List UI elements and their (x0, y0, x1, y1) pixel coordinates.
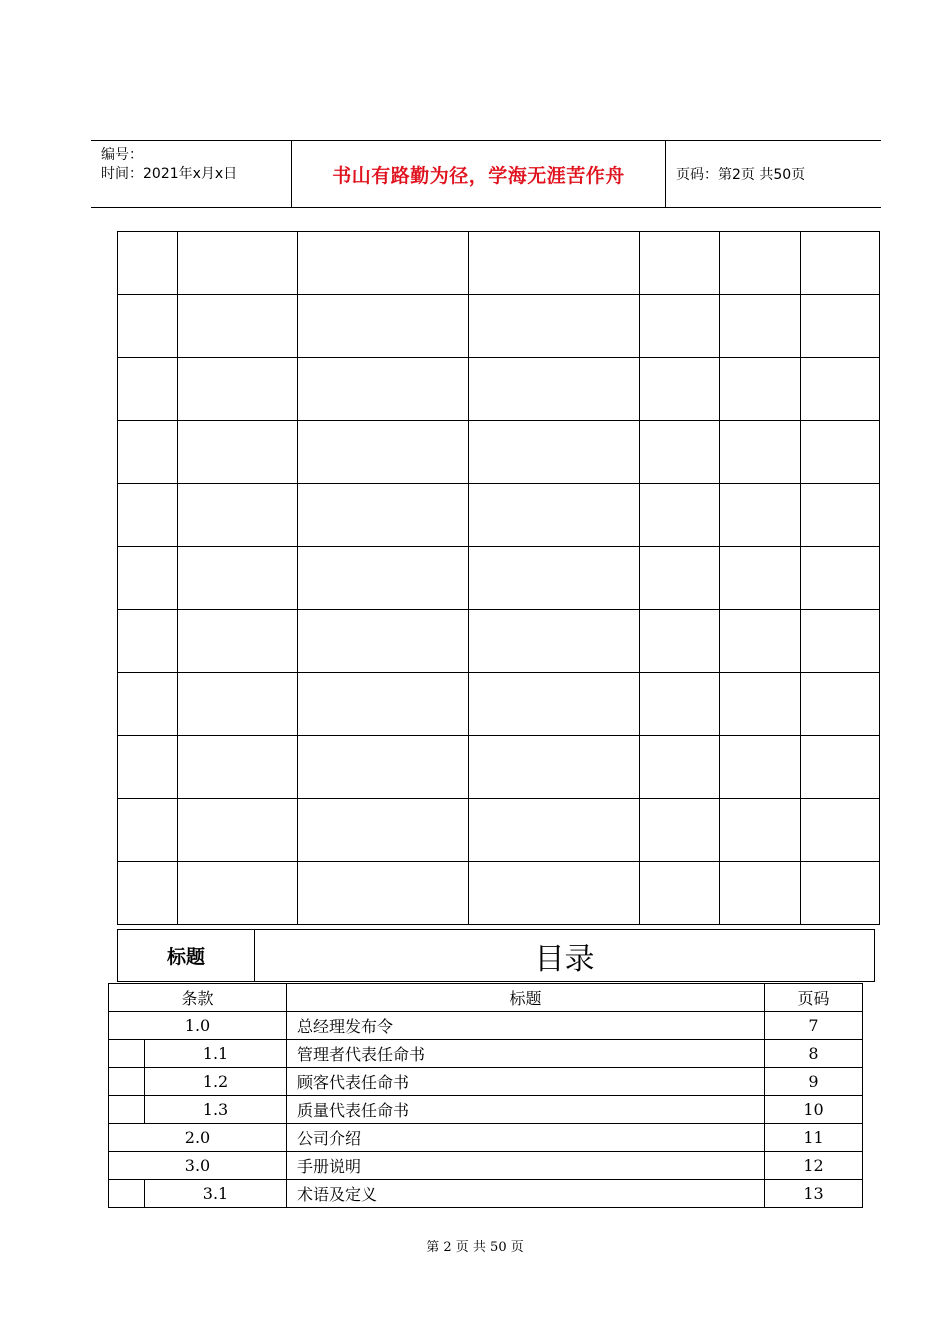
grid-row (118, 295, 880, 358)
grid-cell (640, 610, 720, 673)
title-bar (117, 929, 875, 982)
grid-cell (298, 547, 469, 610)
toc-indent-cell (109, 1096, 145, 1124)
grid-cell (801, 610, 880, 673)
grid-row (118, 799, 880, 862)
toc-title: 术语及定义 (287, 1180, 765, 1208)
grid-cell (801, 799, 880, 862)
header-page-cell (666, 141, 881, 207)
grid-cell (178, 736, 298, 799)
grid-cell (640, 421, 720, 484)
grid-cell (298, 295, 469, 358)
toc-indent-cell (109, 1180, 145, 1208)
title-bar-label: 标题 (118, 930, 255, 981)
toc-row (109, 1012, 863, 1040)
toc-page: 12 (765, 1152, 863, 1180)
document-number-label: 编号： (101, 147, 143, 163)
toc-table (108, 983, 863, 1208)
grid-cell (640, 232, 720, 295)
header-motto-cell (292, 141, 666, 207)
grid-cell (469, 673, 640, 736)
grid-cell (118, 673, 178, 736)
grid-cell (640, 673, 720, 736)
grid-row (118, 862, 880, 925)
grid-cell (469, 799, 640, 862)
grid-cell (469, 232, 640, 295)
toc-header-page: 页码 (765, 984, 863, 1012)
grid-cell (118, 232, 178, 295)
grid-cell (720, 610, 801, 673)
grid-cell (178, 295, 298, 358)
grid-cell (801, 295, 880, 358)
toc-title: 管理者代表任命书 (287, 1040, 765, 1068)
toc-page: 9 (765, 1068, 863, 1096)
toc-clause: 2.0 (109, 1124, 287, 1152)
grid-cell (469, 610, 640, 673)
toc-row (109, 1152, 863, 1180)
grid-cell (720, 736, 801, 799)
toc-page: 7 (765, 1012, 863, 1040)
page-header (91, 140, 881, 208)
grid-cell (640, 358, 720, 421)
toc-header-row (109, 984, 863, 1012)
header-motto: 书山有路勤为径，学海无涯苦作舟 (332, 164, 625, 187)
grid-cell (118, 421, 178, 484)
grid-cell (720, 358, 801, 421)
grid-cell (178, 232, 298, 295)
grid-cell (178, 673, 298, 736)
grid-cell (298, 484, 469, 547)
grid-cell (469, 295, 640, 358)
grid-cell (298, 799, 469, 862)
toc-title: 总经理发布令 (287, 1012, 765, 1040)
toc-page: 10 (765, 1096, 863, 1124)
grid-row (118, 673, 880, 736)
header-left-cell (91, 141, 292, 207)
toc-page: 8 (765, 1040, 863, 1068)
grid-cell (118, 295, 178, 358)
grid-cell (298, 862, 469, 925)
grid-cell (178, 610, 298, 673)
toc-clause: 1.3 (145, 1096, 287, 1124)
grid-row (118, 547, 880, 610)
toc-clause: 3.0 (109, 1152, 287, 1180)
blank-grid-table (117, 231, 880, 925)
grid-cell (640, 484, 720, 547)
grid-cell (298, 610, 469, 673)
grid-cell (720, 862, 801, 925)
grid-cell (178, 358, 298, 421)
grid-cell (801, 673, 880, 736)
grid-cell (720, 232, 801, 295)
toc-row (109, 1096, 863, 1124)
grid-cell (469, 358, 640, 421)
grid-row (118, 484, 880, 547)
grid-cell (640, 736, 720, 799)
grid-cell (469, 862, 640, 925)
grid-cell (801, 484, 880, 547)
header-page-info: 页码：第2页 共50页 (676, 167, 806, 183)
grid-cell (469, 484, 640, 547)
grid-cell (178, 484, 298, 547)
grid-cell (178, 799, 298, 862)
grid-cell (801, 862, 880, 925)
toc-indent-cell (109, 1040, 145, 1068)
toc-title: 公司介绍 (287, 1124, 765, 1152)
grid-cell (720, 484, 801, 547)
grid-cell (178, 547, 298, 610)
grid-row (118, 358, 880, 421)
grid-cell (118, 736, 178, 799)
grid-cell (801, 736, 880, 799)
grid-row (118, 610, 880, 673)
grid-cell (298, 673, 469, 736)
grid-cell (640, 862, 720, 925)
toc-header-title: 标题 (287, 984, 765, 1012)
grid-cell (469, 547, 640, 610)
grid-cell (298, 736, 469, 799)
grid-cell (640, 799, 720, 862)
grid-cell (178, 862, 298, 925)
toc-page: 13 (765, 1180, 863, 1208)
grid-cell (720, 421, 801, 484)
toc-title: 顾客代表任命书 (287, 1068, 765, 1096)
grid-cell (801, 358, 880, 421)
grid-row (118, 736, 880, 799)
grid-cell (469, 736, 640, 799)
toc-clause: 1.2 (145, 1068, 287, 1096)
grid-cell (801, 232, 880, 295)
toc-row (109, 1040, 863, 1068)
toc-title: 质量代表任命书 (287, 1096, 765, 1124)
toc-row (109, 1180, 863, 1208)
toc-clause: 1.1 (145, 1040, 287, 1068)
toc-title: 手册说明 (287, 1152, 765, 1180)
grid-cell (640, 547, 720, 610)
toc-page: 11 (765, 1124, 863, 1152)
toc-clause: 1.0 (109, 1012, 287, 1040)
grid-cell (720, 799, 801, 862)
grid-cell (801, 421, 880, 484)
toc-row (109, 1068, 863, 1096)
title-bar-title: 目录 (534, 941, 595, 977)
grid-row (118, 421, 880, 484)
page-footer: 第 2 页 共 50 页 (426, 1240, 524, 1255)
grid-cell (298, 232, 469, 295)
toc-header-clause: 条款 (109, 984, 287, 1012)
grid-cell (720, 295, 801, 358)
grid-cell (118, 484, 178, 547)
grid-cell (720, 547, 801, 610)
grid-cell (720, 673, 801, 736)
toc-indent-cell (109, 1068, 145, 1096)
grid-row (118, 232, 880, 295)
grid-cell (801, 547, 880, 610)
document-date-label: 时间：2021年x月x日 (101, 166, 238, 182)
grid-cell (640, 295, 720, 358)
toc-row (109, 1124, 863, 1152)
grid-cell (118, 799, 178, 862)
grid-cell (178, 421, 298, 484)
grid-cell (118, 358, 178, 421)
toc-clause: 3.1 (145, 1180, 287, 1208)
grid-cell (298, 421, 469, 484)
grid-cell (118, 547, 178, 610)
grid-cell (118, 610, 178, 673)
grid-cell (469, 421, 640, 484)
grid-cell (118, 862, 178, 925)
grid-cell (298, 358, 469, 421)
